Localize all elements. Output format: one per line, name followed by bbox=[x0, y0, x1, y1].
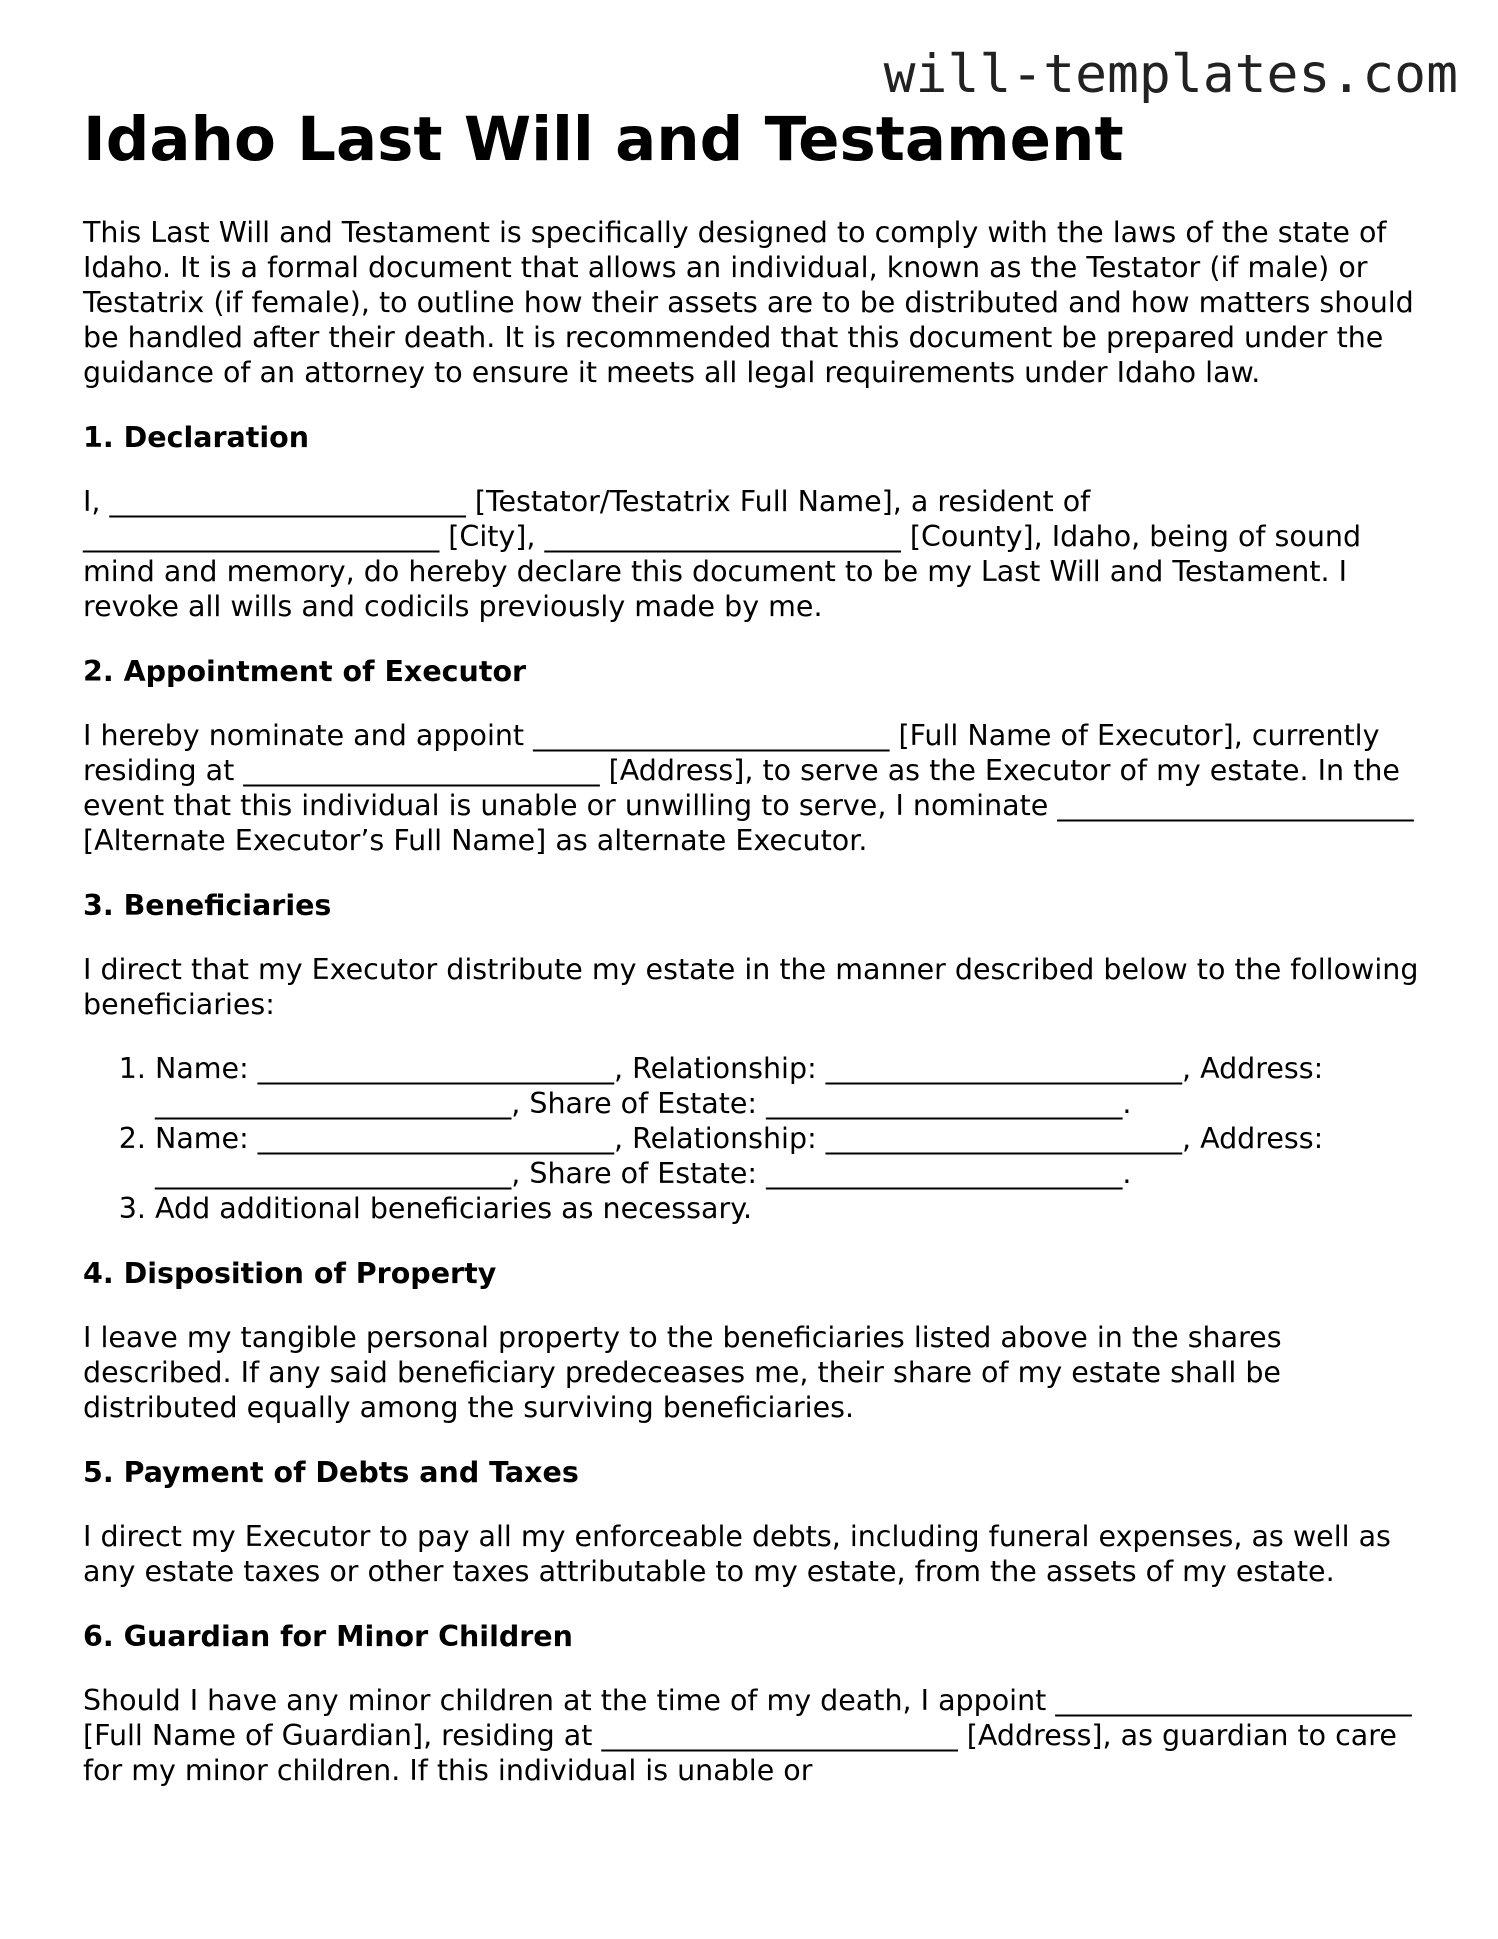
site-watermark: will-templates.com bbox=[883, 44, 1458, 105]
section-heading-debts: 5. Payment of Debts and Taxes bbox=[83, 1456, 579, 1490]
intro-paragraph: This Last Will and Testament is specifically designed to comply with the laws of the state of Idaho. It is a formal document that allows an individual, known as the Testator (if male) or Testatrix (if female), to outline how their assets are to be distributed and how matters should be handled after their death. It is recommended that this document be prepared under the guidance of an attorney to ensure it meets all legal requirements under Idaho law. bbox=[83, 216, 1414, 390]
section-heading-executor: 2. Appointment of Executor bbox=[83, 655, 527, 689]
section-body-declaration: I, _________________________ [Testator/Testatrix Full Name], a resident of _________________________ [City], _________________________ [County], Idaho, being of sound mind and memory, do hereby declare this document to be my Last Will and Testament. I revoke all wills and codicils previously made by me. bbox=[83, 485, 1362, 624]
list-item: 1. Name: _________________________, Relationship: _________________________, Address: _________________________, Share of Estate: _________________________. bbox=[155, 1051, 1423, 1121]
section-heading-beneficiaries: 3. Beneficiaries bbox=[83, 889, 332, 923]
section-body-property: I leave my tangible personal property to the beneficiaries listed above in the shares described. If any said beneficiary predeceases me, their share of my estate shall be distributed equally among the surviving beneficiaries. bbox=[83, 1321, 1282, 1425]
section-body-beneficiaries: I direct that my Executor distribute my estate in the manner described below to the following beneficiaries: bbox=[83, 953, 1419, 1022]
section-heading-property: 4. Disposition of Property bbox=[83, 1257, 497, 1291]
document-title: Idaho Last Will and Testament bbox=[83, 104, 1124, 175]
list-item: 3. Add additional beneficiaries as necessary. bbox=[155, 1191, 1423, 1226]
section-heading-guardian: 6. Guardian for Minor Children bbox=[83, 1620, 573, 1654]
section-body-executor: I hereby nominate and appoint _________________________ [Full Name of Executor], currently residing at _________________________ [Address], to serve as the Executor of my estate. In the event that this individual is unable or unwilling to serve, I nominate _________________________ [Alternate Executor’s Full Name] as alternate Executor. bbox=[83, 719, 1414, 858]
section-body-guardian: Should I have any minor children at the time of my death, I appoint _________________________ [Full Name of Guardian], residing at _________________________ [Address], as guardian to care for my minor children. If this individual is unable or bbox=[83, 1684, 1412, 1788]
section-body-debts: I direct my Executor to pay all my enforceable debts, including funeral expenses, as well as any estate taxes or other taxes attributable to my estate, from the assets of my estate. bbox=[83, 1520, 1391, 1589]
section-heading-declaration: 1. Declaration bbox=[83, 421, 310, 455]
list-item: 2. Name: _________________________, Relationship: _________________________, Address: _________________________, Share of Estate: _________________________. bbox=[155, 1121, 1423, 1191]
beneficiary-list bbox=[83, 1051, 1423, 1226]
document-page bbox=[83, 105, 1423, 1788]
